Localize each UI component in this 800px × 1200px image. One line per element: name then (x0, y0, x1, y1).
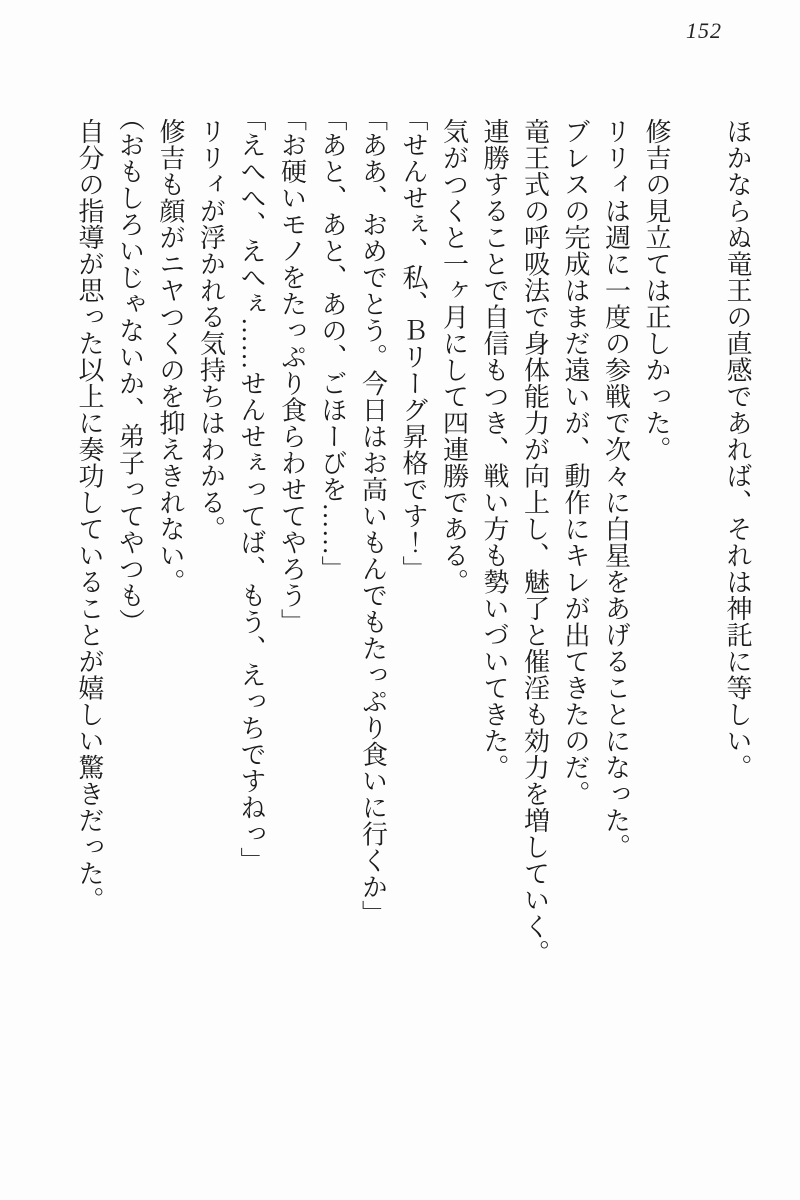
page-number: 152 (686, 18, 722, 43)
paragraph-02: 修吉の見立ては正しかった。 (642, 118, 671, 463)
paragraph-03: リリィは週に一度の参戦で次々に白星をあげることになった。 (601, 118, 631, 860)
paragraph-13: リリィが浮かれる気持ちはわかる。 (196, 118, 226, 542)
inner-thought-line: （おもしろいじゃないか、弟子ってやつも） (115, 105, 145, 635)
dialogue-line-02: 「ああ、おめでとう。今日はお高いもんでもたっぷり食いに行くか」 (358, 105, 388, 927)
paragraph-05: 竜王式の呼吸法で身体能力が向上し、魅了と催淫も効力を増していく。 (520, 118, 550, 966)
paragraph-16: 自分の指導が思った以上に奏功していることが嬉しい驚きだった。 (75, 118, 104, 913)
paragraph-06: 連勝することで自信もつき、戦い方も勢いづいてきた。 (480, 118, 509, 781)
dialogue-line-05: 「えへへ、えへぇ……せんせぇってば、もう、えっちですねっ」 (237, 105, 266, 874)
paragraph-14: 修吉も顔がニヤつくのを抑えきれない。 (156, 118, 185, 595)
paragraph-01: ほかならぬ竜王の直感であれば、それは神託に等しい。 (723, 118, 752, 781)
paragraph-07: 気がつくと一ヶ月にして四連勝である。 (439, 118, 469, 595)
dialogue-line-03: 「あと、あと、あの、ごほーびを……」 (318, 105, 347, 582)
dialogue-line-01: 「せんせぇ、私、Ｂリーグ昇格です！」 (399, 105, 428, 582)
dialogue-line-04: 「お硬いモノをたっぷり食らわせてやろう」 (277, 105, 307, 635)
paragraph-04: ブレスの完成はまだ遠いが、動作にキレが出てきたのだ。 (561, 118, 590, 807)
vertical-text-block (69, 105, 758, 1148)
